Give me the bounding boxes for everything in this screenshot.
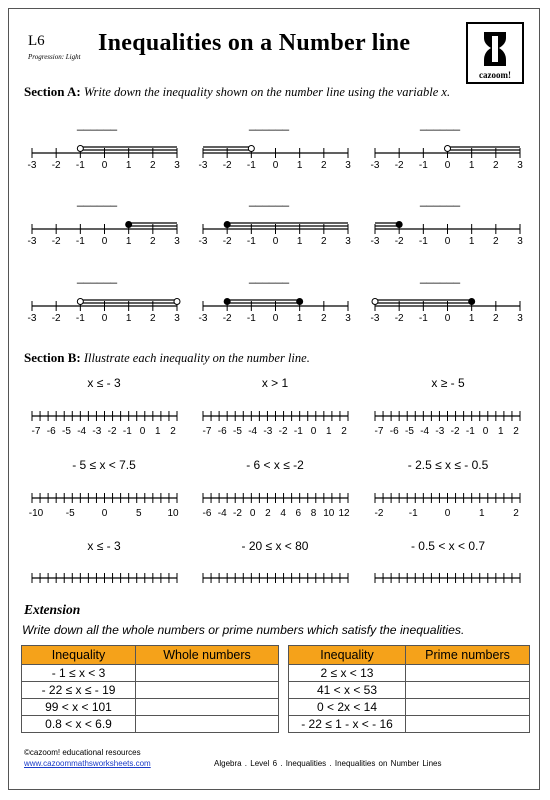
table-row (289, 665, 530, 682)
tick-label: -3 (435, 426, 445, 437)
tick-label: 2 (150, 160, 156, 171)
tick-label: 0 (101, 313, 108, 324)
answer-cell[interactable] (406, 682, 530, 699)
tick-label: 12 (338, 508, 350, 519)
tick-label: -1 (246, 236, 256, 247)
tick-label: 3 (517, 236, 523, 247)
table-cell: 99 < x < 101 (22, 699, 136, 716)
section-b-instruction: Illustrate each inequality on the number line. (80, 351, 310, 365)
table-row (22, 716, 279, 733)
tick-label: -3 (27, 236, 37, 247)
tick-label: -2 (232, 508, 242, 519)
tick-label: -2 (278, 426, 288, 437)
inequality-label: x ≤ - 3 (87, 539, 121, 553)
tick-label: 2 (341, 426, 347, 437)
tick-label: -6 (46, 426, 56, 437)
tick-label: -1 (418, 160, 428, 171)
tick-label: -4 (248, 426, 258, 437)
tick-label: -1 (408, 508, 418, 519)
table-header: Prime numbers (406, 646, 530, 665)
tick-label: 1 (468, 313, 475, 324)
tick-label: 0 (101, 508, 108, 519)
tick-label: -5 (232, 426, 242, 437)
tick-label: 2 (513, 426, 519, 437)
tick-label: -3 (92, 426, 102, 437)
inequality-label: - 6 < x ≤ -2 (246, 458, 304, 472)
tick-label: 2 (321, 160, 327, 171)
tick-label: -3 (370, 160, 380, 171)
tick-label: 1 (125, 313, 132, 324)
tick-label: 2 (321, 236, 327, 247)
tick-label: 1 (125, 160, 132, 171)
tick-label: 1 (497, 426, 504, 437)
inequality-label: x ≥ - 5 (431, 376, 465, 390)
tick-label: -2 (222, 236, 232, 247)
level-label: L6 (28, 33, 45, 49)
tick-label: 2 (150, 313, 156, 324)
answer-blank[interactable]: ______ (420, 117, 461, 131)
tick-label: -1 (246, 313, 256, 324)
tick-label: 1 (296, 160, 303, 171)
tick-label: -1 (418, 313, 428, 324)
tick-label: 10 (167, 508, 179, 519)
section-a-label: Section A: (24, 84, 81, 99)
table-cell: 0 < 2x < 14 (289, 699, 406, 716)
tick-label: 5 (135, 508, 142, 519)
page-title: Inequalities on a Number line (98, 30, 411, 56)
table-cell: 2 ≤ x < 13 (289, 665, 406, 682)
tick-label: 0 (272, 160, 279, 171)
tick-label: 1 (296, 313, 303, 324)
extension-title: Extension (24, 602, 81, 617)
tick-label: 0 (272, 236, 279, 247)
table-row (289, 699, 530, 716)
logo-text: cazoom! (479, 70, 511, 80)
inequality-label: - 0.5 < x < 0.7 (410, 539, 486, 553)
tick-label: 0 (272, 313, 279, 324)
closed-circle (224, 299, 230, 305)
copyright-text: ©cazoom! educational resources (24, 748, 141, 757)
tick-label: 2 (493, 236, 499, 247)
table-row (22, 682, 279, 699)
table-cell: 0.8 < x < 6.9 (22, 716, 136, 733)
tick-label: 0 (444, 236, 451, 247)
tick-label: 0 (249, 508, 256, 519)
table-header: Inequality (22, 646, 136, 665)
tick-label: 1 (478, 508, 485, 519)
tick-label: 1 (325, 426, 332, 437)
tick-label: 4 (280, 508, 286, 519)
tick-label: -2 (374, 508, 384, 519)
prime-numbers-table (288, 645, 530, 733)
closed-circle (469, 299, 475, 305)
tick-label: -3 (27, 313, 37, 324)
tick-label: -5 (61, 426, 71, 437)
tick-label: -1 (75, 313, 85, 324)
tick-label: 2 (170, 426, 176, 437)
tick-label: -1 (75, 236, 85, 247)
tick-label: -3 (198, 236, 208, 247)
tick-label: 0 (101, 160, 108, 171)
tick-label: -4 (217, 508, 227, 519)
inequality-label: - 5 ≤ x < 7.5 (72, 458, 136, 472)
tick-label: -3 (198, 313, 208, 324)
table-cell: - 22 ≤ x ≤ - 19 (22, 682, 136, 699)
open-circle (372, 299, 378, 305)
tick-label: -3 (370, 313, 380, 324)
closed-circle (126, 222, 132, 228)
tick-label: 0 (444, 160, 451, 171)
open-circle (248, 146, 254, 152)
tick-label: -2 (450, 426, 460, 437)
answer-cell[interactable] (136, 699, 279, 716)
answer-blank[interactable]: ______ (420, 270, 461, 284)
tick-label: 1 (154, 426, 161, 437)
table-cell: 41 < x < 53 (289, 682, 406, 699)
open-circle (445, 146, 451, 152)
tick-label: 0 (139, 426, 146, 437)
tick-label: 6 (295, 508, 302, 519)
answer-cell[interactable] (136, 682, 279, 699)
tick-label: 2 (321, 313, 327, 324)
tick-label: -1 (246, 160, 256, 171)
table-cell: - 22 ≤ 1 - x < - 16 (289, 716, 406, 733)
tick-label: -6 (217, 426, 227, 437)
tick-label: 0 (101, 236, 108, 247)
answer-cell[interactable] (406, 665, 530, 682)
tick-label: 0 (444, 313, 451, 324)
tick-label: -3 (263, 426, 273, 437)
answer-blank[interactable]: ______ (420, 193, 461, 207)
tick-label: 2 (493, 313, 499, 324)
section-b-label: Section B: (24, 350, 81, 365)
tick-label: 2 (513, 508, 519, 519)
tick-label: -2 (222, 160, 232, 171)
tick-label: 1 (468, 160, 475, 171)
tick-label: 1 (296, 236, 303, 247)
closed-circle (224, 222, 230, 228)
tick-label: 3 (517, 160, 523, 171)
tick-label: -2 (394, 313, 404, 324)
extension-description: Write down all the whole numbers or prime numbers which satisfy the inequalities. (22, 623, 465, 637)
table-row (22, 665, 279, 682)
tick-label: -2 (51, 160, 61, 171)
closed-circle (297, 299, 303, 305)
open-circle (77, 146, 83, 152)
answer-cell[interactable] (406, 716, 530, 733)
tick-label: -5 (65, 508, 75, 519)
tick-label: 10 (323, 508, 335, 519)
tick-label: -1 (75, 160, 85, 171)
closed-circle (396, 222, 402, 228)
tick-label: -7 (374, 426, 384, 437)
tick-label: 0 (482, 426, 489, 437)
tick-label: -2 (394, 236, 404, 247)
answer-blank[interactable]: ______ (77, 193, 118, 207)
tick-label: -2 (51, 236, 61, 247)
tick-label: -1 (122, 426, 132, 437)
tick-label: 3 (345, 313, 351, 324)
tick-label: 2 (493, 160, 499, 171)
tick-label: -3 (370, 236, 380, 247)
tick-label: -3 (198, 160, 208, 171)
tick-label: -4 (420, 426, 430, 437)
progression-label: Progression: Light (28, 53, 81, 61)
table-row (289, 716, 530, 733)
table-cell: - 1 ≤ x < 3 (22, 665, 136, 682)
tick-label: -1 (293, 426, 303, 437)
tick-label: -6 (202, 508, 212, 519)
tick-label: -2 (222, 313, 232, 324)
table-header: Inequality (289, 646, 406, 665)
answer-blank[interactable]: ______ (249, 117, 290, 131)
tick-label: 3 (345, 160, 351, 171)
inequality-label: - 2.5 ≤ x ≤ - 0.5 (407, 458, 489, 472)
tick-label: 0 (444, 508, 451, 519)
inequality-label: - 20 ≤ x < 80 (241, 539, 309, 553)
tick-label: 3 (174, 313, 180, 324)
table-header: Whole numbers (136, 646, 279, 665)
tick-label: 3 (174, 160, 180, 171)
answer-cell[interactable] (406, 699, 530, 716)
table-row (289, 682, 530, 699)
tick-label: 1 (468, 236, 475, 247)
tick-label: -6 (389, 426, 399, 437)
tick-label: -5 (404, 426, 414, 437)
answer-blank[interactable]: ______ (77, 270, 118, 284)
tick-label: -7 (202, 426, 212, 437)
answer-blank[interactable]: ______ (249, 193, 290, 207)
tick-label: 0 (310, 426, 317, 437)
tick-label: 2 (150, 236, 156, 247)
tick-label: -10 (28, 508, 44, 519)
tick-label: -7 (31, 426, 41, 437)
section-a-instruction: Write down the inequality shown on the number line using the variable x. (80, 85, 451, 99)
tick-label: 1 (125, 236, 132, 247)
website-link[interactable]: www.cazoommathsworksheets.com (24, 759, 151, 768)
answer-cell[interactable] (136, 716, 279, 733)
open-circle (174, 299, 180, 305)
open-circle (77, 299, 83, 305)
inequality-label: x ≤ - 3 (87, 376, 121, 390)
tick-label: 2 (265, 508, 271, 519)
tick-label: -2 (107, 426, 117, 437)
inequality-label: x > 1 (261, 376, 289, 390)
whole-numbers-table (21, 645, 279, 733)
tick-label: -2 (51, 313, 61, 324)
answer-cell[interactable] (136, 665, 279, 682)
answer-blank[interactable]: ______ (77, 117, 118, 131)
tick-label: 3 (517, 313, 523, 324)
tick-label: 3 (174, 236, 180, 247)
tick-label: -2 (394, 160, 404, 171)
tick-label: -1 (465, 426, 475, 437)
table-row (22, 699, 279, 716)
answer-blank[interactable]: ______ (249, 270, 290, 284)
tick-label: 8 (310, 508, 317, 519)
tick-label: -3 (27, 160, 37, 171)
tick-label: 3 (345, 236, 351, 247)
topic-breadcrumb: Algebra . Level 6 . Inequalities . Inequalities on Number Lines (214, 759, 442, 768)
tick-label: -4 (77, 426, 87, 437)
tick-label: -1 (418, 236, 428, 247)
